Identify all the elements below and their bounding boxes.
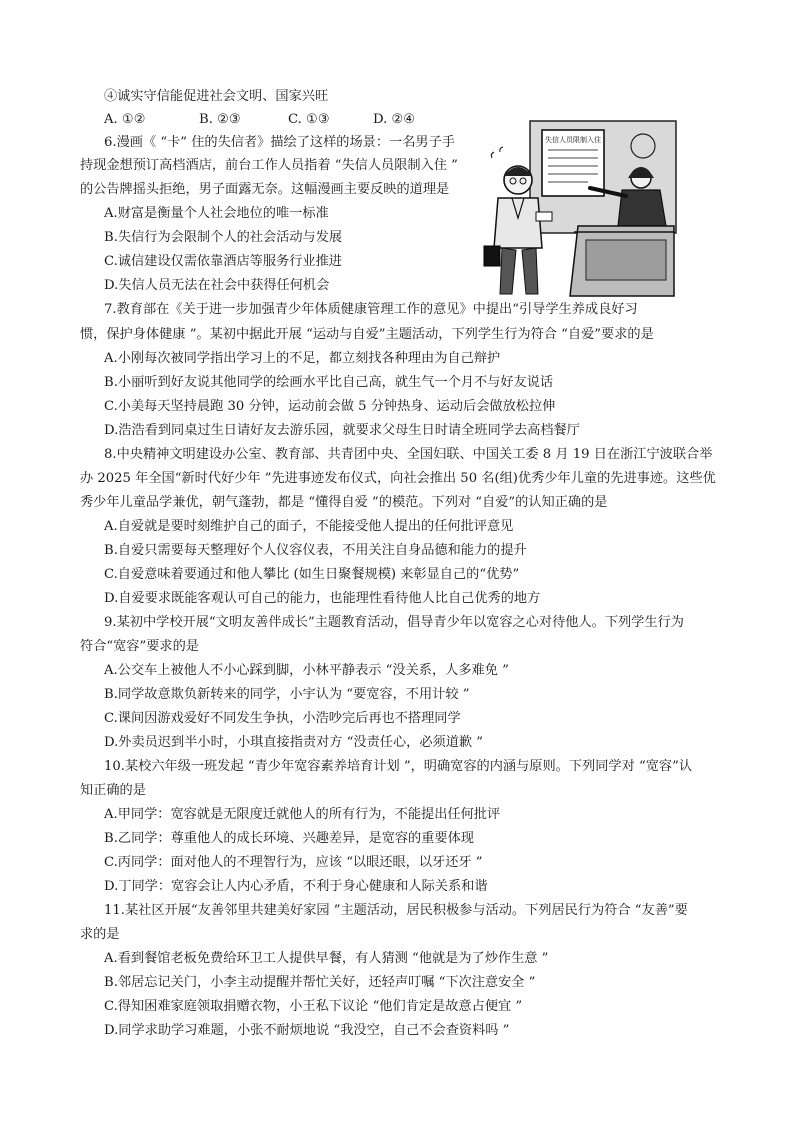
q8-option-b: B.自爱只需要每天整理好个人仪容仪表，不用关注自身品德和能力的提升 — [104, 543, 527, 558]
q11-option-c: C.得知困难家庭领取捐赠衣物，小王私下议论 “他们肯定是故意占便宜 ” — [104, 999, 523, 1014]
q9-stem-line-2: 符合“宽容”要求的是 — [80, 639, 199, 654]
q8-stem-line-2: 办 2025 年全国“新时代好少年 ”先进事迹发布仪式，向社会推出 50 名(组)优秀少年儿童的先进事迹。这些优 — [80, 471, 716, 486]
q9-option-d: D.外卖员迟到半小时，小琪直接指责对方 “没责任心，必须道歉 ” — [104, 735, 484, 750]
q6-option-a: A.财富是衡量个人社会地位的唯一标准 — [104, 206, 329, 221]
q9-option-b: B.同学故意欺负新转来的同学，小宇认为 “要宽容，不用计较 ” — [104, 687, 470, 702]
q11-option-d: D.同学求助学习难题，小张不耐烦地说 “我没空，自己不会查资料吗 ” — [104, 1023, 510, 1038]
q9-option-a: A.公交车上被他人不小心踩到脚，小林平静表示 “没关系，人多难免 ” — [104, 663, 509, 678]
q10-stem-line-1: 10.某校六年级一班发起 “青少年宽容素养培育计划 ”，明确宽容的内涵与原则。下列同学对 “宽容”认 — [104, 759, 693, 774]
q5-item-4: ④诚实守信能促进社会文明、国家兴旺 — [104, 89, 329, 104]
q8-stem-line-1: 8.中央精神文明建设办公室、教育部、共青团中央、全国妇联、中国关工委 8 月 19 日在浙江宁波联合举 — [104, 447, 713, 462]
q6-stem-line-2: 持现金想预订高档酒店，前台工作人员指着 “失信人员限制入住 ” — [80, 158, 458, 173]
q6-option-d: D.失信人员无法在社会中获得任何机会 — [104, 278, 330, 293]
notice-board-title: 失信人员限制入住 — [545, 136, 601, 144]
q5-option-b: B. ②③ — [199, 112, 241, 127]
q5-options — [104, 110, 415, 130]
q10-stem-line-2: 知正确的是 — [80, 783, 146, 798]
q11-option-b: B.邻居忘记关门，小李主动提醒并帮忙关好，还轻声叮嘱 “下次注意安全 ” — [104, 975, 536, 990]
q8-stem-line-3: 秀少年儿童品学兼优，朝气蓬勃，都是 “懂得自爱 ”的模范。下列对 “自爱”的认知正确的是 — [80, 495, 608, 510]
q6-option-c: C.诚信建设仅需依靠酒店等服务行业推进 — [104, 254, 342, 269]
q10-option-d: D.丁同学：宽容会让人内心矛盾，不利于身心健康和人际关系和谐 — [104, 879, 488, 894]
q8-option-a: A.自爱就是要时刻维护自己的面子，不能接受他人提出的任何批评意见 — [104, 519, 514, 534]
q7-stem-line-1: 7.教育部在《关于进一步加强青少年体质健康管理工作的意见》中提出“引导学生养成良好习 — [104, 302, 638, 317]
q8-option-c: C.自爱意味着要通过和他人攀比 (如生日聚餐规模) 来彰显自己的“优势” — [104, 567, 520, 582]
q9-option-c: C.课间因游戏爱好不同发生争执，小浩吵完后再也不搭理同学 — [104, 711, 461, 726]
q7-option-d: D.浩浩看到同桌过生日请好友去游乐园，就要求父母生日时请全班同学去高档餐厅 — [104, 423, 580, 438]
q11-stem-line-2: 求的是 — [80, 927, 120, 942]
q6-stem-line-3: 的公告牌摇头拒绝，男子面露无奈。这幅漫画主要反映的道理是 — [80, 182, 450, 197]
q10-option-c: C.丙同学：面对他人的不理智行为，应该 “以眼还眼，以牙还牙 ” — [104, 855, 483, 870]
q11-option-a: A.看到餐馆老板免费给环卫工人提供早餐，有人猜测 “他就是为了炒作生意 ” — [104, 951, 549, 966]
q8-option-d: D.自爱要求既能客观认可自己的能力，也能理性看待他人比自己优秀的地方 — [104, 591, 541, 606]
q11-stem-line-1: 11.某社区开展“友善邻里共建美好家园 ”主题活动，居民积极参与活动。下列居民行为符合 “友善”要 — [104, 903, 688, 918]
q6-option-b: B.失信行为会限制个人的社会活动与发展 — [104, 230, 343, 245]
q7-option-b: B.小丽听到好友说其他同学的绘画水平比自己高，就生气一个月不与好友说话 — [104, 375, 554, 390]
q5-option-d: D. ②④ — [373, 112, 416, 127]
q10-option-b: B.乙同学：尊重他人的成长环境、兴趣差异，是宽容的重要体现 — [104, 831, 474, 846]
q7-option-c: C.小美每天坚持晨跑 30 分钟，运动前会做 5 分钟热身、运动后会做放松拉伸 — [104, 399, 556, 414]
q5-option-a: A. ①② — [104, 112, 146, 127]
cash-in-hand — [536, 212, 552, 221]
q9-stem-line-1: 9.某初中学校开展“文明友善伴成长”主题教育活动，倡导青少年以宽容之心对待他人。下列学生行为 — [104, 615, 684, 630]
q7-stem-line-2: 惯，保护身体健康 ”。某初中据此开展 “运动与自爱”主题活动，下列学生行为符合 “自爱”要求的是 — [80, 327, 654, 342]
q6-stem-line-1: 6.漫画《 “卡” 住的失信者》描绘了这样的场景：一名男子手 — [104, 135, 455, 150]
q7-option-a: A.小刚每次被同学指出学习上的不足，都立刻找各种理由为自己辩护 — [104, 351, 501, 366]
q5-option-c: C. ①③ — [288, 112, 330, 127]
cartoon-image — [478, 118, 678, 308]
q10-option-a: A.甲同学：宽容就是无限度迁就他人的所有行为，不能提出任何批评 — [104, 807, 501, 822]
